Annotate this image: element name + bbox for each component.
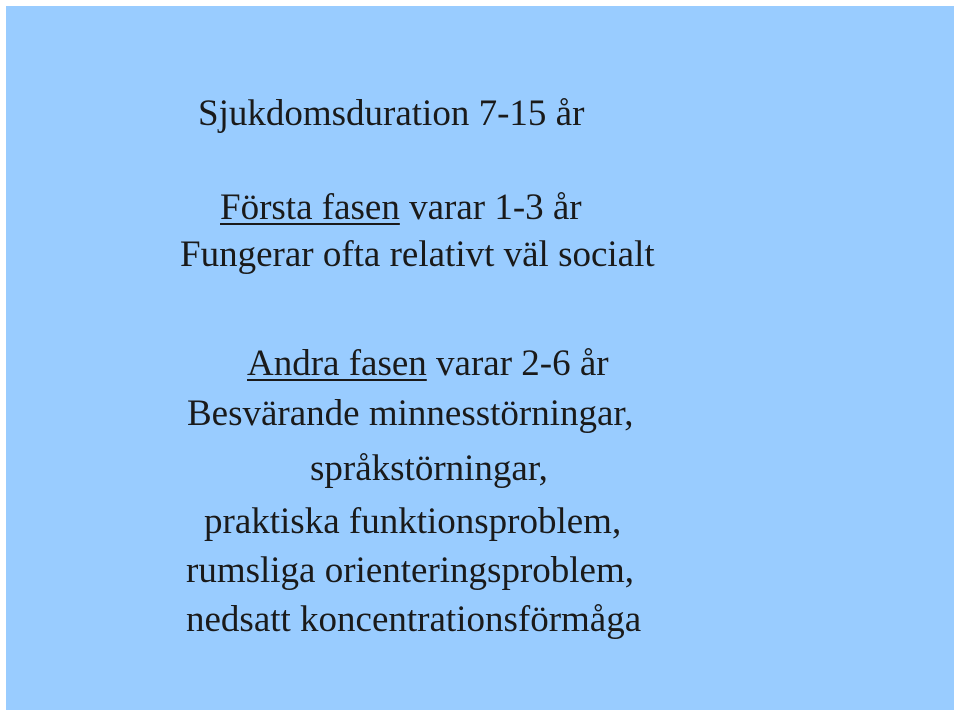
phase2-symptom: rumsliga orienteringsproblem, bbox=[186, 550, 635, 591]
phase1-description: Fungerar ofta relativt väl socialt bbox=[180, 234, 655, 275]
phase2-duration: varar 2-6 år bbox=[426, 343, 609, 384]
slide bbox=[6, 6, 954, 710]
phase2-symptom: nedsatt koncentrationsförmåga bbox=[186, 599, 642, 640]
phase1-duration: varar 1-3 år bbox=[399, 187, 582, 228]
phase2-name: Andra fasen bbox=[247, 343, 427, 384]
phase1-name: Första fasen bbox=[220, 187, 400, 228]
phase2-symptom: praktiska funktionsproblem, bbox=[204, 501, 622, 542]
phase2-symptom: Besvärande minnesstörningar, bbox=[187, 393, 634, 434]
slide-title: Sjukdomsduration 7-15 år bbox=[198, 93, 585, 134]
phase1-heading bbox=[220, 186, 582, 230]
phase2-heading bbox=[247, 342, 609, 386]
phase2-symptom: språkstörningar, bbox=[310, 448, 548, 489]
